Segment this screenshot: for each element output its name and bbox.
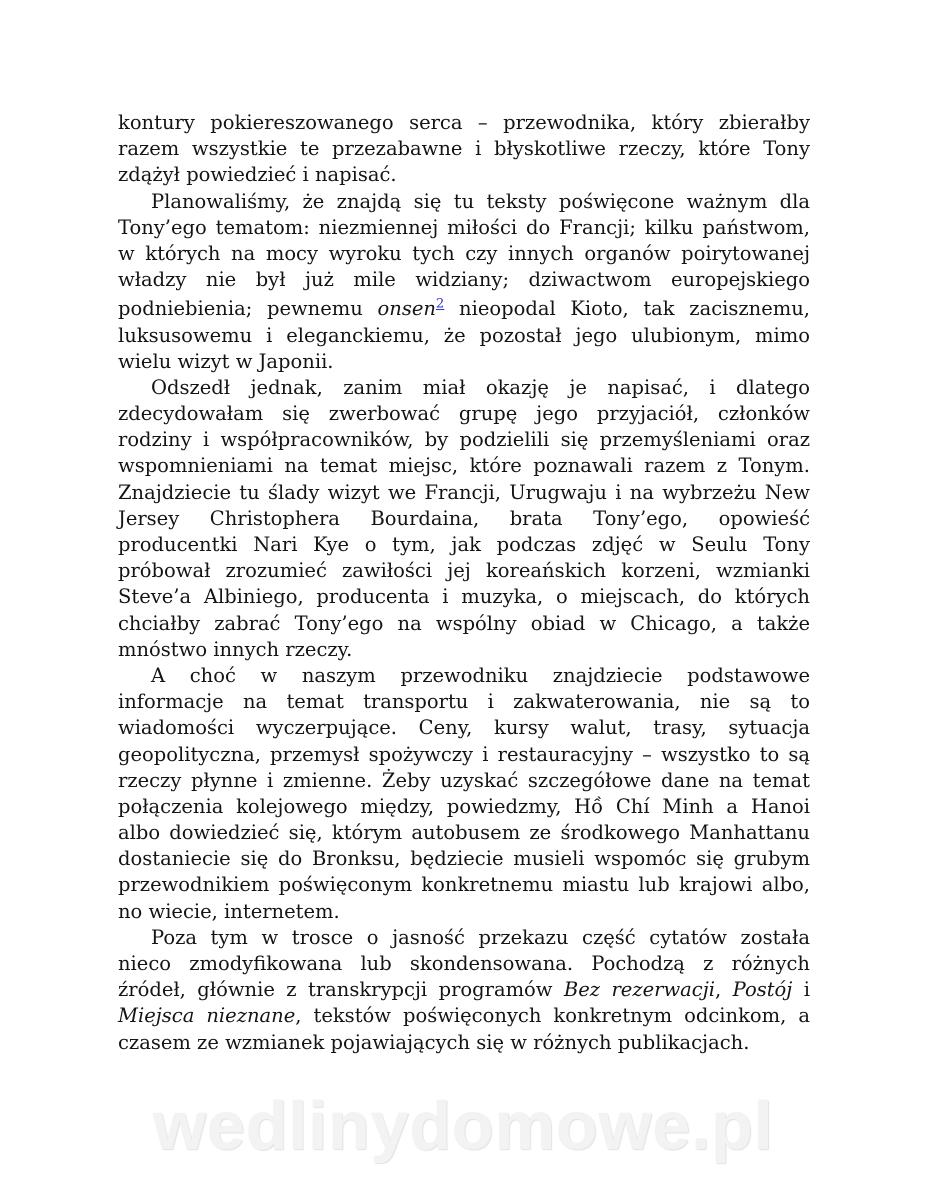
text-segment: i (792, 978, 810, 1002)
italic-title-miejsca-nieznane: Miejsca nieznane (118, 1004, 296, 1028)
text-line: kontury pokiereszowanego serca – przewodnika, który zbierałby (118, 111, 810, 134)
watermark: wedlinydomowe.pl (153, 1088, 774, 1164)
text-line: albo dowiedzieć się, którym autobusem ze środkowego Manhattanu (118, 821, 810, 845)
text-line: producentki Nari Kye o tym, jak podczas zdjęć w Seulu Tony (118, 533, 810, 556)
paragraph-4 (118, 663, 810, 925)
paragraph-2 (118, 189, 810, 375)
text-line: wiadomości wyczerpujące. Ceny, kursy walut, trasy, sytuacja (118, 716, 810, 740)
text-line: próbował zrozumieć zawiłości jej koreańskich korzeni, wzmianki (118, 559, 810, 583)
text-segment: źródeł, głównie z transkrypcji programów (118, 978, 564, 1002)
text-line: Steve’a Albiniego, producenta i muzyka, o miejscach, do których (118, 585, 810, 609)
text-line (118, 977, 810, 1003)
text-segment: podniebienia; pewnemu (118, 297, 378, 321)
text-line: luksusowemu i eleganckiemu, że pozostał jego ulubionym, mimo (118, 323, 810, 347)
paragraph-5 (118, 925, 810, 1056)
text-line: Planowaliśmy, że znajdą się tu teksty poświęcone ważnym dla (151, 189, 810, 213)
text-line: Poza tym w trosce o jasność przekazu część cytatów została (151, 925, 810, 949)
text-line: rzeczy płynne i zmienne. Żeby uzyskać szczegółowe dane na temat (118, 768, 810, 792)
text-line: Tony’ego tematom: niezmiennej miłości do Francji; kilku państwom, (118, 215, 810, 239)
text-line: wspomnieniami na temat miejsc, które poznawali razem z Tonym. (118, 454, 810, 478)
text-line: przewodnikiem poświęconym konkretnemu miastu lub krajowi albo, (118, 873, 810, 897)
text-line: Odszedł jednak, zanim miał okazję je napisać, i dlatego (151, 375, 810, 399)
text-segment: , tekstów poświęconych konkretnym odcinkom, a (295, 1004, 810, 1028)
text-line: razem wszystkie te przezabawne i błyskotliwe rzeczy, które Tony (118, 137, 810, 161)
text-line: geopolityczna, przemysł spożywczy i restauracyjny – wszystko to są (118, 742, 810, 766)
text-line: zdecydowałam się zwerbować grupę jego przyjaciół, członków (118, 402, 810, 426)
body-text (118, 110, 810, 1056)
text-line: wielu wizyt w Japonii. (118, 349, 334, 373)
text-line: informacje na temat transportu i zakwaterowania, nie są to (118, 690, 810, 714)
italic-term-onsen: onsen (377, 297, 436, 321)
paragraph-3 (118, 375, 810, 663)
italic-title-bez-rezerwacji: Bez rezerwacji (563, 978, 715, 1002)
text-line: nieco zmodyfikowana lub skondensowana. Pochodzą z różnych (118, 952, 810, 975)
text-line: Jersey Christophera Bourdaina, brata Tony’ego, opowieść (118, 506, 810, 530)
text-line: chciałby zabrać Tony’ego na wspólny obiad w Chicago, a także (118, 611, 810, 635)
text-line: rodziny i współpracowników, by podzielili się przemyśleniami oraz (118, 428, 810, 452)
text-line: czasem ze wzmianek pojawiających się w różnych publikacjach. (118, 1030, 750, 1054)
text-segment: nieopodal Kioto, tak zacisznemu, (444, 297, 810, 321)
paragraph-1 (118, 110, 810, 189)
text-line: no wiecie, internetem. (118, 899, 340, 923)
text-line: zdążył powiedzieć i napisać. (118, 163, 397, 187)
text-line: A choć w naszym przewodniku znajdziecie podstawowe (151, 663, 810, 687)
text-line: w których na mocy wyroku tych czy innych organów poirytowanej (118, 241, 810, 265)
footnote-2-link[interactable]: 2 (435, 297, 445, 313)
text-segment: , (715, 978, 733, 1002)
italic-title-postoj: Postój (732, 978, 793, 1002)
text-line: władzy nie był już mile widziany; dziwactwom europejskiego (118, 268, 810, 292)
text-line: Znajdziecie tu ślady wizyt we Francji, Urugwaju i na wybrzeżu New (118, 480, 810, 504)
text-line: mnóstwo innych rzeczy. (118, 637, 353, 661)
text-line: dostaniecie się do Bronksu, będziecie musieli wspomóc się grubym (118, 847, 810, 871)
text-line (118, 293, 810, 322)
text-line: połączenia kolejowego między, powiedzmy, Hồ Chí Minh a Hanoi (118, 794, 810, 818)
text-line (118, 1003, 810, 1029)
